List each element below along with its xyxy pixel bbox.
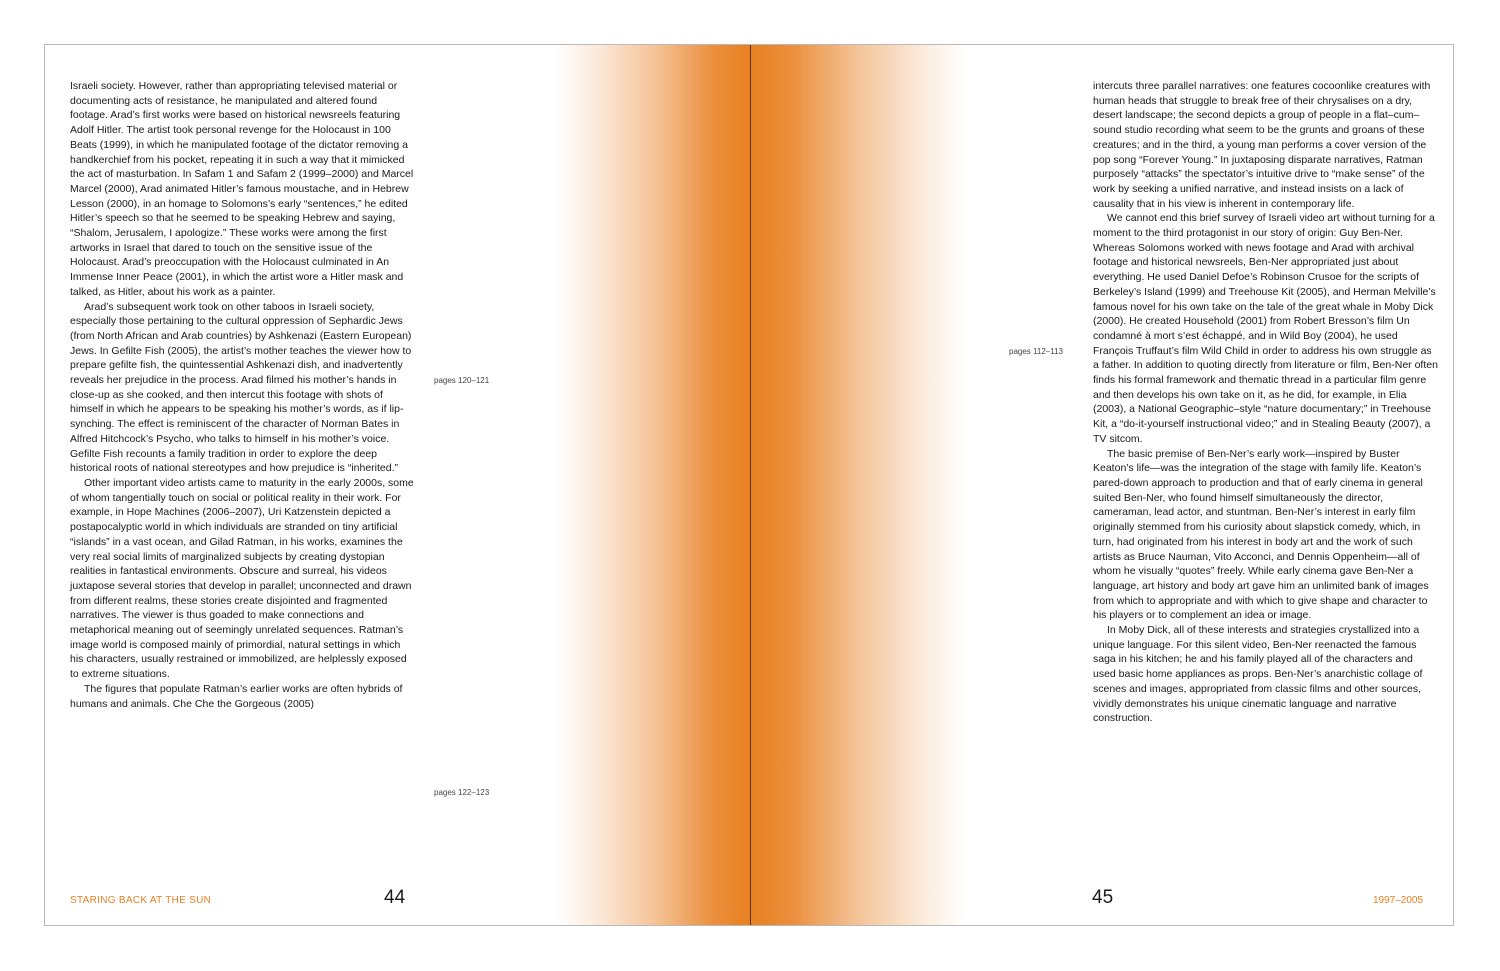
book-spread (44, 44, 1454, 926)
margin-note-pages-112-113: pages 112–113 (1009, 347, 1063, 356)
right-paragraph-3: The basic premise of Ben-Ner’s early work—inspired by Buster Keaton’s life—was the integration of the stage with family life. Keaton’s pared-down approach to production and that of early cinema in general suited Ben-Ner, who found himself simultaneously the director, cameraman, lead actor, and stuntman. Ben-Ner’s interest in early film originally stemmed from his curiosity about slapstick comedy, which, in turn, had originated from his interest in body art and the work of such artists as Bruce Nauman, Vito Acconci, and Dennis Oppenheim—all of whom he visually “quotes” freely. While early cinema gave Ben-Ner a language, art history and body art gave him an unlimited bank of images from which to appropriate and with which to give shape and character to his players or to complement an idea or image. (1093, 447, 1429, 622)
running-years: 1997–2005 (1373, 895, 1424, 906)
left-paragraph-1: Israeli society. However, rather than appropriating televised material or documenting acts of resistance, he manipulated and altered found footage. Arad’s first works were based on historical newsreels featuring Adolf Hitler. The artist took personal revenge for the Holocaust in 100 Beats (1999), in which he manipulated footage of the dictator removing a handkerchief from his pocket, repeating it in such a way that it mimicked the act of masturbation. In Safam 1 and Safam 2 (1999–2000) and Marcel Marcel (2000), Arad animated Hitler’s famous moustache, and in Hebrew Lesson (2000), in an homage to Solomons’s early “sentences,” he edited Hitler’s speech so that he seemed to be speaking Hebrew and saying, “Shalom, Jerusalem, I apologize.” These works were among the first artworks in Israel that dared to touch on the sensitive issue of the Holocaust. Arad’s preoccupation with the Holocaust culminated in An Immense Inner Peace (2001), in which the artist wore a Hitler mask and talked, as Hitler, about his work as a painter. (70, 80, 414, 298)
left-paragraph-4: The figures that populate Ratman’s earlier works are often hybrids of humans and animals. Che Che the Gorgeous (2005) (70, 682, 403, 710)
gutter-gradient-right (751, 45, 967, 925)
gutter-gradient-left (555, 45, 751, 925)
right-paragraph-4: In Moby Dick, all of these interests and strategies crystallized into a unique language. For this silent video, Ben-Ner reenacted the famous saga in his kitchen; he and his family played all of the characters and used basic home appliances as props. Ben-Ner’s anarchistic collage of scenes and images, appropriated from classic films and other sources, vividly demonstrates his unique cinematic language and narrative construction. (1093, 624, 1423, 725)
margin-note-pages-122-123: pages 122–123 (434, 788, 490, 797)
left-paragraph-3: Other important video artists came to maturity in the early 2000s, some of whom tangentially touch on social or political reality in their work. For example, in Hope Machines (2006–2007), Uri Katzenstein depicted a postapocalyptic world in which individuals are stranded on tiny artificial “islands” in a vast ocean, and Gilad Ratman, in his works, examines the very real social limits of marginalized subjects by creating dystopian realities in fantastical environments. Obscure and surreal, his videos juxtapose several stories that develop in parallel; unconnected and drawn from different realms, these stories create disjointed and fragmented narratives. The viewer is thus goaded to make connections and metaphorical meaning out of seemingly unrelated sequences. Ratman’s image world is composed mainly of primordial, natural settings in which his characters, usually restrained or immobilized, are helplessly exposed to extreme situations. (70, 476, 414, 681)
right-page-text (1093, 79, 1438, 726)
right-paragraph-2: We cannot end this brief survey of Israeli video art without turning for a moment to the third protagonist in our story of origin: Guy Ben-Ner. Whereas Solomons worked with news footage and Arad with archival footage and historical newsreels, Ben-Ner appropriated just about everything. He used Daniel Defoe’s Robinson Crusoe for the scripts of Berkeley’s Island (1999) and Treehouse Kit (2005), and Herman Melville’s famous novel for his own take on the tale of the great whale in Moby Dick (2000). He created Household (2001) from Robert Bresson’s film Un condamné à mort s’est échappé, and in Wild Boy (2004), he used François Truffaut’s film Wild Child in order to address his own struggle as a father. In addition to quoting directly from literature or film, Ben-Ner often finds his formal framework and thematic thread in a particular film genre and then develops his own take on it, as he did, for example, in Elia (2003), a National Geographic–style “nature documentary;” in Treehouse Kit, a “do-it-yourself instructional video;” and in Stealing Beauty (2007), a TV sitcom. (1093, 212, 1438, 445)
left-paragraph-2: Arad’s subsequent work took on other taboos in Israeli society, especially those pertaining to the cultural oppression of Sephardic Jews (from North African and Arab countries) by Ashkenazi (Eastern European) Jews. In Gefilte Fish (2005), the artist’s mother teaches the viewer how to prepare gefilte fish, the quintessential Ashkenazi dish, and inadvertently reveals her prejudice in the process. Arad filmed his mother’s hands in close-up as she cooked, and then intercut this footage with shots of himself in which he appears to be speaking his mother’s words, as if lip-synching. The effect is reminiscent of the character of Norman Bates in Alfred Hitchcock’s Psycho, who talks to himself in his mother’s voice. Gefilte Fish recounts a family tradition in order to explore the deep historical roots of national stereotypes and how prejudice is “inherited.” (70, 300, 412, 475)
left-page-text (70, 79, 415, 711)
right-paragraph-1: intercuts three parallel narratives: one features cocoonlike creatures with human heads that struggle to break free of their chrysalises on a dry, desert landscape; the second depicts a group of people in a flat–cum–sound studio recording what seem to be the grunts and groans of these creatures; and in the third, a young man performs a cover version of the pop song “Forever Young.” In juxtaposing disparate narratives, Ratman purposely “attacks” the spectator’s intuitive drive to “make sense” of the work by seeking a unified narrative, and instead insists on a lack of causality that in his view is inherent in contemporary life. (1093, 80, 1431, 210)
page-number-right: 45 (1092, 887, 1114, 908)
margin-note-pages-120-121: pages 120–121 (434, 376, 490, 385)
page-number-left: 44 (384, 887, 406, 908)
book-spine (750, 45, 751, 925)
running-title: STARING BACK AT THE SUN (70, 895, 212, 906)
